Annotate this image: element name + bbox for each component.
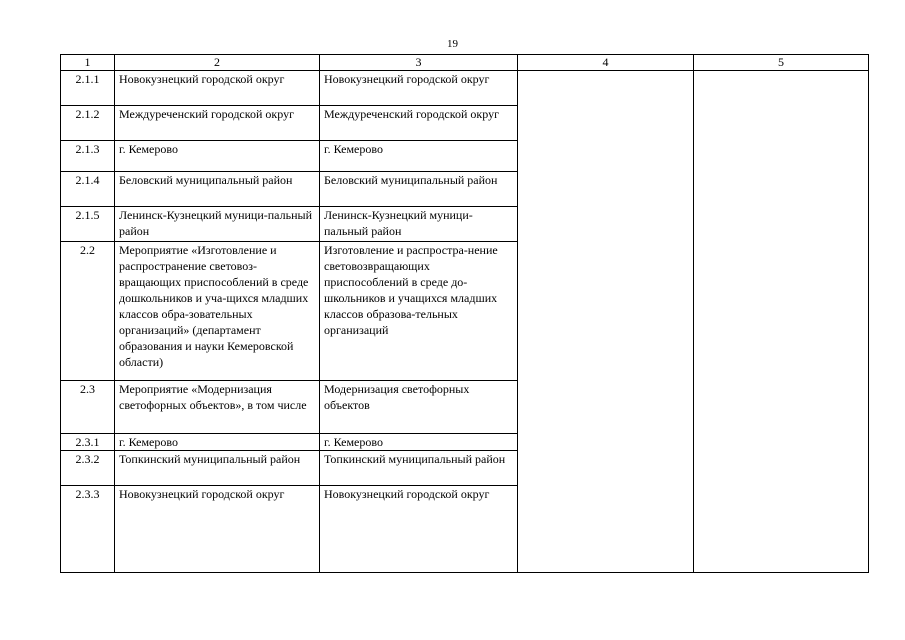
row-description: г. Кемерово — [320, 434, 518, 451]
column-header: 3 — [320, 55, 518, 71]
row-description: Междуреченский городской округ — [320, 106, 518, 141]
row-description: г. Кемерово — [320, 141, 518, 172]
row-number: 2.3.2 — [61, 451, 115, 486]
row-number: 2.1.5 — [61, 207, 115, 242]
column-5-cell — [694, 71, 869, 573]
row-name: г. Кемерово — [115, 434, 320, 451]
row-description: Новокузнецкий городской округ — [320, 486, 518, 573]
table-row — [61, 71, 869, 106]
row-name: Ленинск-Кузнецкий муници-пальный район — [115, 207, 320, 242]
column-header: 1 — [61, 55, 115, 71]
row-description: Беловский муниципальный район — [320, 172, 518, 207]
row-number: 2.2 — [61, 242, 115, 381]
row-number: 2.3.1 — [61, 434, 115, 451]
column-4-cell — [518, 71, 694, 573]
column-header: 5 — [694, 55, 869, 71]
table-header-row — [61, 55, 869, 71]
row-name: Мероприятие «Модернизация светофорных объектов», в том числе — [115, 381, 320, 434]
program-table — [60, 54, 869, 573]
page-number: 19 — [447, 38, 458, 50]
row-description: Новокузнецкий городской округ — [320, 71, 518, 106]
row-description: Изготовление и распростра-нение световозвращающих приспособлений в среде до-школьников и учащихся младших классов образова-тельных организаций — [320, 242, 518, 381]
row-number: 2.3.3 — [61, 486, 115, 573]
row-number: 2.3 — [61, 381, 115, 434]
row-name: Новокузнецкий городской округ — [115, 486, 320, 573]
row-name: г. Кемерово — [115, 141, 320, 172]
row-number: 2.1.3 — [61, 141, 115, 172]
row-description: Ленинск-Кузнецкий муници-пальный район — [320, 207, 518, 242]
row-description: Модернизация светофорных объектов — [320, 381, 518, 434]
row-name: Беловский муниципальный район — [115, 172, 320, 207]
row-description: Топкинский муниципальный район — [320, 451, 518, 486]
row-number: 2.1.2 — [61, 106, 115, 141]
column-header: 2 — [115, 55, 320, 71]
row-name: Междуреченский городской округ — [115, 106, 320, 141]
row-name: Мероприятие «Изготовление и распространение световоз-вращающих приспособлений в среде дошкольников и уча-щихся младших классов обра-зовательных организаций» (департамент образования и науки Кемеровской области) — [115, 242, 320, 381]
row-number: 2.1.4 — [61, 172, 115, 207]
column-header: 4 — [518, 55, 694, 71]
row-number: 2.1.1 — [61, 71, 115, 106]
row-name: Топкинский муниципальный район — [115, 451, 320, 486]
row-name: Новокузнецкий городской округ — [115, 71, 320, 106]
